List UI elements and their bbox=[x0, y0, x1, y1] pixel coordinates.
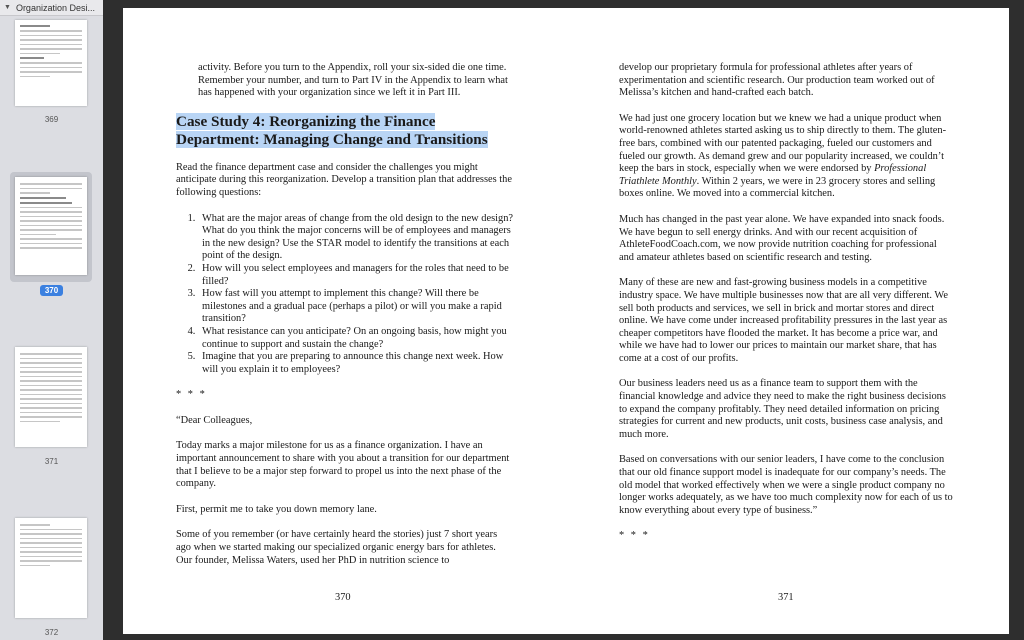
page-folio-left: 370 bbox=[335, 592, 351, 603]
page-number-369: 369 bbox=[44, 115, 59, 124]
list-item: 4. What resistance can you anticipate? On an ongoing basis, how might you continue to support and sustain the change? bbox=[198, 326, 514, 351]
sidebar-header[interactable] bbox=[0, 0, 103, 16]
list-item: 1. What are the major areas of change from the old design to the new design? What do you think the major concerns will be of employees and managers in the new design? Use the STAR model to identify the transitions at each point of the design. bbox=[198, 213, 514, 263]
intro-paragraph: activity. Before you turn to the Appendix, roll your six-sided die one time. Remember your number, and turn to Part IV in the Appendix to learn what has happened with your organization since we left it in Part III. bbox=[198, 62, 508, 99]
body-paragraph: Much has changed in the past year alone. We have expanded into snack foods. We have begun to sell energy drinks. And with our recent acquisition of AthleteFoodCoach.com, we now provide nutrition coaching for professional and amateur athletes based on scientific research and testing. bbox=[619, 213, 945, 263]
question-list bbox=[176, 213, 514, 377]
page-number-372: 372 bbox=[44, 628, 59, 637]
body-paragraph: Some of you remember (or have certainly heard the stories) just 7 short years ago when we started making our specialized organic energy bars for athletes. Our founder, Melissa Waters, used her PhD in nutrition science to bbox=[176, 529, 498, 566]
disclosure-triangle-icon[interactable]: ▼ bbox=[4, 4, 11, 11]
page-folio-right: 371 bbox=[778, 592, 794, 603]
page-thumbnail-369[interactable] bbox=[15, 20, 87, 106]
body-paragraph: develop our proprietary formula for professional athletes after years of experimentation and scientific research. Our production team worked out of Melissa’s kitchen and hand-crafted each batch. bbox=[619, 62, 935, 99]
list-item: 2. How will you select employees and managers for the roles that need to be filled? bbox=[198, 263, 514, 288]
body-paragraph: Today marks a major milestone for us as a finance organization. I have an important announcement to share with you about a transition for our department that I believe to be a major step forward to propel us into the next phase of the company. bbox=[176, 440, 510, 490]
body-paragraph: Based on conversations with our senior leaders, I have come to the conclusion that our old finance support model is inadequate for our company’s needs. The old model that worked effectively when we were a single product company no longer works adequately, as we have too much complexity now for each of us to know everything about every type of business.” bbox=[619, 454, 953, 516]
list-item: 3. How fast will you attempt to implement this change? Will there be milestones and a gradual pace (perhaps a pilot) or will you make a rapid transition? bbox=[198, 288, 514, 326]
left-page-text bbox=[176, 62, 514, 580]
page-number-370: 370 bbox=[0, 286, 103, 295]
page-spread bbox=[123, 8, 1009, 634]
page-thumbnail-372[interactable] bbox=[15, 518, 87, 618]
body-paragraph: Many of these are new and fast-growing business models in a competitive industry space. We have multiple businesses now that are all very different. We sell both products and services, we sell in brick and mortar stores and direct online. We have come under increased profitability pressures in the last year as cheaper competitors have flooded the market. It has become a price war, and while we have had to lower our prices to maintain our market share, that has come at a cost of our profits. bbox=[619, 277, 949, 364]
body-paragraph: Our business leaders need us as a finance team to support them with the financial knowledge and advice they need to make the right business decisions to expand the company profitably. They need detailed information on pricing strategies for current and new products, unit costs, business case analysis, and much more. bbox=[619, 378, 946, 440]
page-thumbnail-371[interactable] bbox=[15, 347, 87, 447]
case-study-heading: Case Study 4: Reorganizing the Finance Department: Managing Change and Transitions bbox=[176, 112, 488, 148]
page-number-371: 371 bbox=[44, 457, 59, 466]
body-paragraph: First, permit me to take you down memory lane. bbox=[176, 503, 377, 515]
salutation: “Dear Colleagues, bbox=[176, 414, 253, 426]
body-paragraph: We had just one grocery location but we knew we had a unique product when world-renowned athletes started asking us to ship directly to them. The gluten-free bars, combined with our patented packaging, fueled our customers and fueled our growth. As demand grew and our popularity increased, we couldn’t keep the bars in stock, especially when we were endorsed by Professional Triathlete Monthly. Within 2 years, we were in 23 grocery stores and selling boxes online. We moved into a commercial kitchen. bbox=[619, 112, 947, 200]
list-item: 5. Imagine that you are preparing to announce this change next week. How will you explain it to employees? bbox=[198, 351, 514, 376]
section-divider: * * * bbox=[176, 389, 207, 401]
thumbnail-sidebar bbox=[0, 0, 103, 640]
page-thumbnail-370[interactable] bbox=[15, 177, 87, 275]
document-title: Organization Desi... bbox=[15, 2, 95, 13]
right-page-text bbox=[619, 62, 953, 556]
section-divider: * * * bbox=[619, 530, 650, 542]
lead-paragraph: Read the finance department case and consider the challenges you might anticipate during this reorganization. Develop a transition plan that addresses the following questions: bbox=[176, 161, 512, 198]
document-view[interactable] bbox=[103, 0, 1024, 640]
